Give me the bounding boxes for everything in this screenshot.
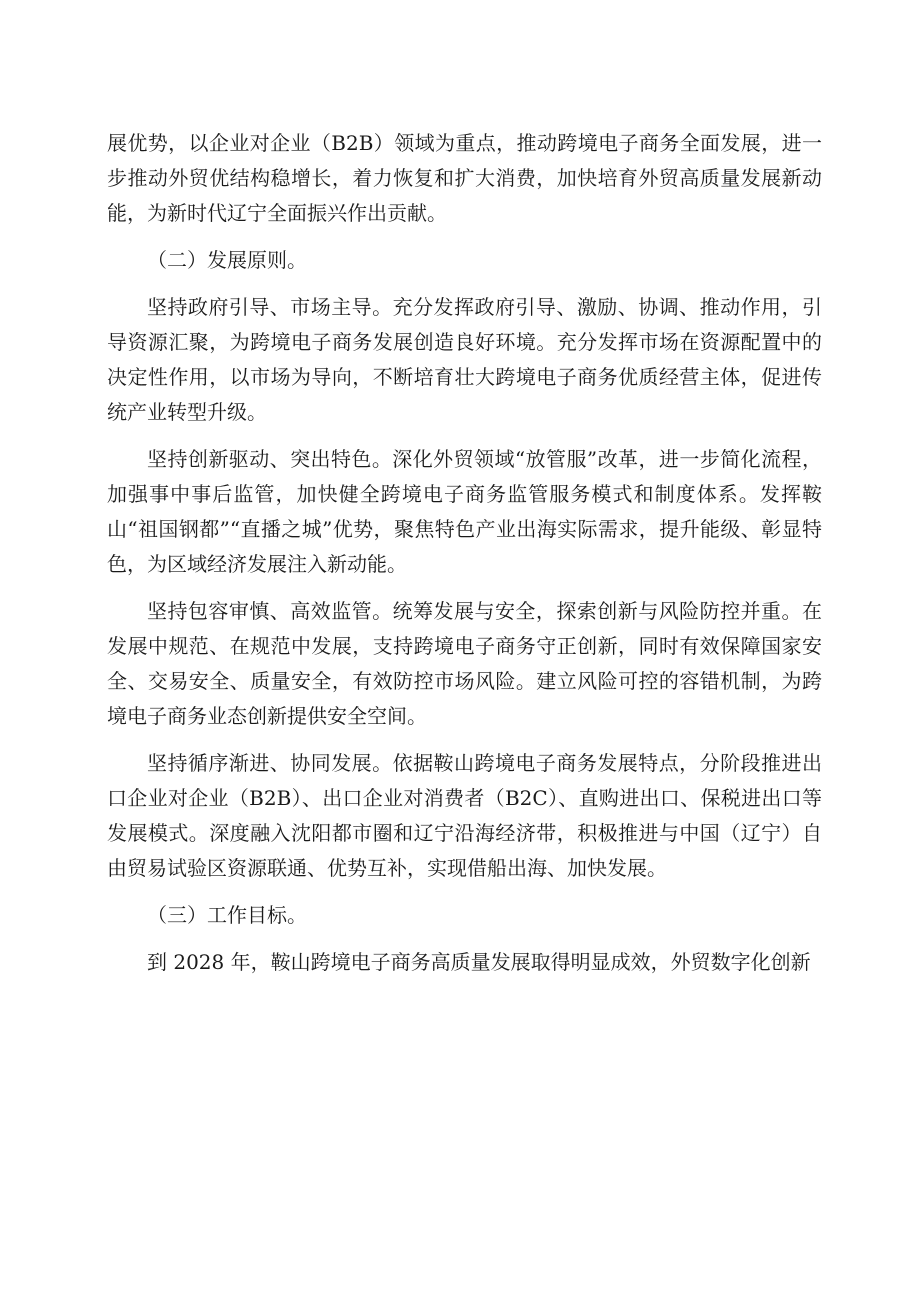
paragraph-principle-regulation: 坚持包容审慎、高效监管。统筹发展与安全，探索创新与风险防控并重。在发展中规范、在规范中发展，支持跨境电子商务守正创新，同时有效保障国家安全、交易安全、质量安全，有效防控市场风险。建立风险可控的容错机制，为跨境电子商务业态创新提供安全空间。 — [107, 599, 822, 728]
section-heading-goals: （三）工作目标。 — [147, 903, 307, 927]
document-body — [107, 126, 822, 992]
paragraph-principle-government: 坚持政府引导、市场主导。充分发挥政府引导、激励、协调、推动作用，引导资源汇聚，为跨境电子商务发展创造良好环境。充分发挥市场在资源配置中的决定性作用，以市场为导向，不断培育壮大跨境电子商务优质经营主体，促进传统产业转型升级。 — [107, 295, 822, 424]
paragraph-principle-coordination: 坚持循序渐进、协同发展。依据鞍山跨境电子商务发展特点，分阶段推进出口企业对企业（B2B）、出口企业对消费者（B2C）、直购进出口、保税进出口等发展模式。深度融入沈阳都市圈和辽宁沿海经济带，积极推进与中国（辽宁）自由贸易试验区资源联通、优势互补，实现借船出海、加快发展。 — [107, 751, 822, 880]
paragraph-principle-innovation: 坚持创新驱动、突出特色。深化外贸领域“放管服”改革，进一步简化流程，加强事中事后监管，加快健全跨境电子商务监管服务模式和制度体系。发挥鞍山“祖国钢都”“直播之城”优势，聚焦特色产业出海实际需求，提升能级、彰显特色，为区域经济发展注入新动能。 — [107, 447, 822, 576]
section-heading-principles: （二）发展原则。 — [147, 248, 307, 272]
paragraph-goals: 到 2028 年，鞍山跨境电子商务高质量发展取得明显成效，外贸数字化创新 — [147, 950, 811, 974]
paragraph-continuation: 展优势，以企业对企业（B2B）领域为重点，推动跨境电子商务全面发展，进一步推动外贸优结构稳增长，着力恢复和扩大消费，加快培育外贸高质量发展新动能，为新时代辽宁全面振兴作出贡献。 — [107, 131, 822, 225]
